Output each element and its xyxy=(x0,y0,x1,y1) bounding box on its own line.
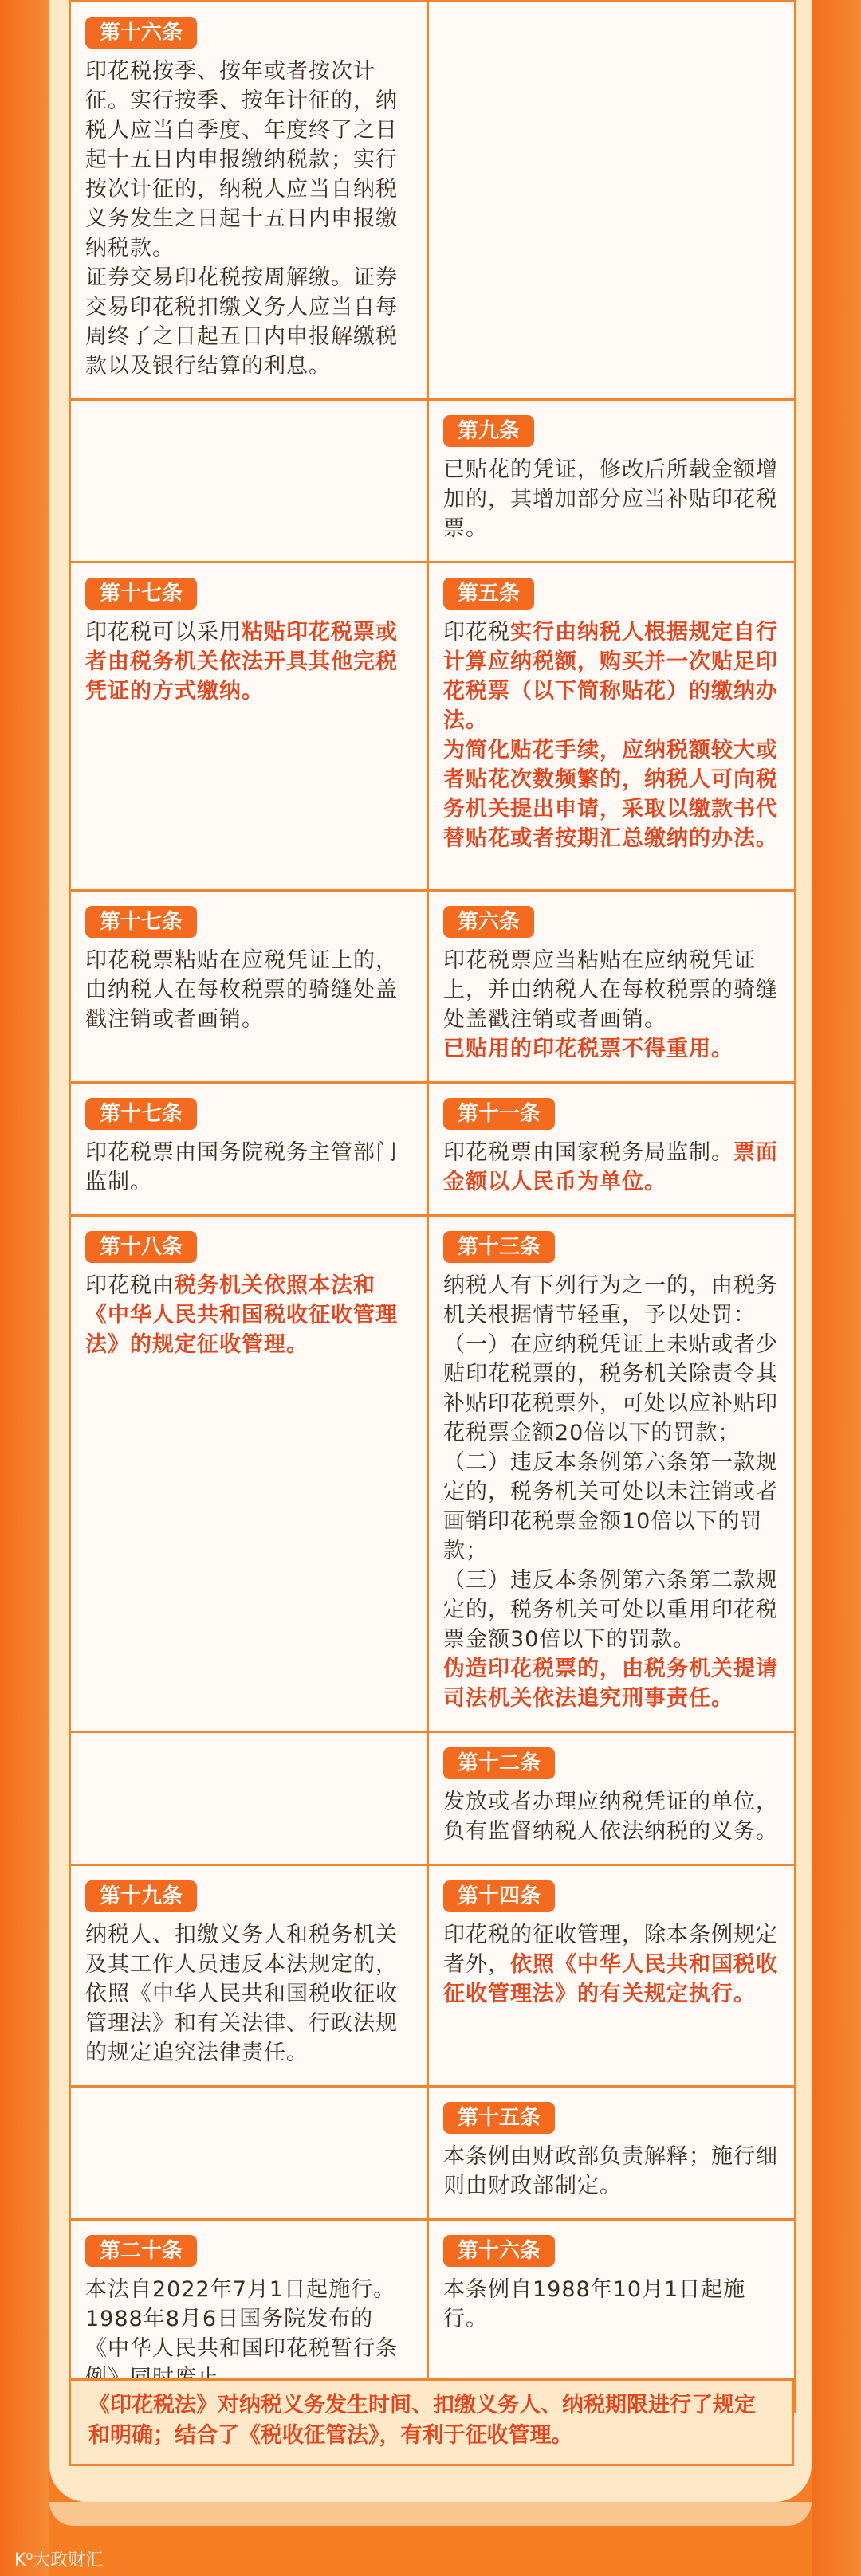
table-row xyxy=(70,1732,796,1865)
article-text xyxy=(443,2142,780,2201)
article-tag: 第六条 xyxy=(443,906,534,938)
article-tag: 第十二条 xyxy=(443,1747,555,1779)
article-tag: 第五条 xyxy=(443,578,534,610)
body-text: 纳税人有下列行为之一的，由税务机关根据情节轻重，予以处罚： （一）在应纳税凭证上未贴或者少贴印花税票的，税务机关除责令其补贴印花税票外，可处以应补贴印花税票金额20倍以下的罚款； （二）违反本条例第六条第一款规定的，税务机关可处以未注销或者画销印花税票金额10倍以下的罚款； （三）违反本条例第六条第二款规定的，税务机关可处以重用印花税票金额30倍以下的罚款。 xyxy=(443,1273,778,1652)
body-text: 已贴花的凭证，修改后所载金额增加的，其增加部分应当补贴印花税票。 xyxy=(443,457,778,541)
article-text xyxy=(443,946,780,1064)
body-text: 印花税的征收管理，除本条例规定者外， xyxy=(443,1923,778,1977)
article-tag: 第十三条 xyxy=(443,1231,555,1263)
body-text: 纳税人、扣缴义务人和税务机关及其工作人员违反本法规定的，依照《中华人民共和国税收征收管理法》和有关法律、行政法规的规定追究法律责任。 xyxy=(85,1923,398,2065)
body-text: 发放或者办理应纳税凭证的单位，负有监督纳税人依法纳税的义务。 xyxy=(443,1790,778,1844)
article-tag: 第十六条 xyxy=(443,2235,555,2267)
panel-bottom-lip xyxy=(49,2502,812,2526)
highlight-text: 票面金额以人民币为单位。 xyxy=(443,1140,778,1194)
comparison-table xyxy=(69,0,796,2413)
new-law-cell xyxy=(70,891,428,1083)
old-regulation-cell xyxy=(428,891,796,1083)
article-text xyxy=(443,618,780,853)
article-tag: 第十八条 xyxy=(85,1231,197,1263)
old-regulation-cell xyxy=(428,563,796,891)
article-text xyxy=(443,455,780,543)
new-law-cell xyxy=(70,1083,428,1216)
new-law-cell xyxy=(70,400,428,563)
article-text xyxy=(443,1787,780,1846)
highlight-text: 粘贴印花税票或者由税务机关依法开具其他完税凭证的方式缴纳。 xyxy=(85,620,398,704)
article-text xyxy=(85,1920,412,2068)
article-text xyxy=(85,1271,412,1359)
article-text xyxy=(85,946,412,1034)
new-law-cell xyxy=(70,563,428,891)
body-text: 印花税可以采用 xyxy=(85,620,242,645)
article-tag: 第九条 xyxy=(443,415,534,447)
article-text xyxy=(443,1138,780,1197)
article-text xyxy=(85,1138,412,1197)
table-row xyxy=(70,1083,796,1216)
article-text xyxy=(85,618,412,706)
body-text: 印花税票粘贴在应税凭证上的，由纳税人在每枚税票的骑缝处盖戳注销或者画销。 xyxy=(85,948,398,1032)
highlight-text: 实行由纳税人根据规定自行计算应纳税额，购买并一次贴足印花税票（以下简称贴花）的缴纳办法。 为简化贴花手续，应纳税额较大或者贴花次数频繁的，纳税人可向税务机关提出申请，采取以缴款书代替贴花或者按期汇总缴纳的办法。 xyxy=(443,620,778,851)
table-row xyxy=(70,563,796,891)
watermark: K⁰大政财汇 xyxy=(14,2551,104,2570)
old-regulation-cell xyxy=(428,1216,796,1732)
right-orange-border xyxy=(812,0,861,2576)
table-row xyxy=(70,2,796,400)
highlight-text: 税务机关依照本法和《中华人民共和国税收征收管理法》的规定征收管理。 xyxy=(85,1273,398,1357)
article-tag: 第十七条 xyxy=(85,1098,197,1130)
old-regulation-cell xyxy=(428,1732,796,1865)
new-law-cell xyxy=(70,1732,428,1865)
body-text: 本条例由财政部负责解释；施行细则由财政部制定。 xyxy=(443,2144,778,2198)
old-regulation-cell xyxy=(428,1083,796,1216)
old-regulation-cell xyxy=(428,2,796,400)
highlight-text: 已贴用的印花税票不得重用。 xyxy=(443,1037,733,1061)
article-tag: 第十七条 xyxy=(85,578,197,610)
article-tag: 第十九条 xyxy=(85,1880,197,1912)
article-text xyxy=(85,57,412,381)
summary-note: 《印花税法》对纳税义务发生时间、扣缴义务人、纳税期限进行了规定和明确；结合了《税收征管法》，有利于征收管理。 xyxy=(69,2378,794,2466)
table-row xyxy=(70,1865,796,2087)
body-text: 印花税按季、按年或者按次计征。实行按季、按年计征的，纳税人应当自季度、年度终了之日起十五日内申报缴纳税款；实行按次计征的，纳税人应当自纳税义务发生之日起十五日内申报缴纳税款。 证券交易印花税按周解缴。证券交易印花税扣缴义务人应当自每周终了之日起五日内申报解缴税款以及银行结算的利息。 xyxy=(85,59,398,378)
body-text: 印花税由 xyxy=(85,1273,175,1298)
article-text xyxy=(443,1920,780,2009)
old-regulation-cell xyxy=(428,2087,796,2220)
table-row xyxy=(70,2087,796,2220)
body-text: 印花税票由国务院税务主管部门监制。 xyxy=(85,1140,398,1194)
table-row xyxy=(70,400,796,563)
table-row xyxy=(70,1216,796,1732)
article-tag: 第十一条 xyxy=(443,1098,555,1130)
article-tag: 第十七条 xyxy=(85,906,197,938)
body-text: 印花税 xyxy=(443,620,510,645)
new-law-cell xyxy=(70,1865,428,2087)
new-law-cell xyxy=(70,2087,428,2220)
body-text: 本条例自1988年10月1日起施行。 xyxy=(443,2277,746,2331)
new-law-cell xyxy=(70,1216,428,1732)
table-row xyxy=(70,891,796,1083)
article-tag: 第十五条 xyxy=(443,2102,555,2134)
article-tag: 第十六条 xyxy=(85,17,197,49)
highlight-text: 伪造印花税票的，由税务机关提请司法机关依法追究刑事责任。 xyxy=(443,1657,778,1711)
highlight-text: 依照《中华人民共和国税收征收管理法》的有关规定执行。 xyxy=(443,1952,778,2006)
old-regulation-cell xyxy=(428,1865,796,2087)
body-text: 本法自2022年7月1日起施行。1988年8月6日国务院发布的《中华人民共和国印花税暂行条 xyxy=(85,2277,398,2361)
article-text xyxy=(443,1271,780,1713)
left-orange-border xyxy=(0,0,49,2576)
article-tag: 第十四条 xyxy=(443,1880,555,1912)
body-text: 印花税票由国家税务局监制。 xyxy=(443,1140,733,1165)
article-text xyxy=(85,2275,412,2393)
article-text xyxy=(443,2275,780,2334)
old-regulation-cell xyxy=(428,400,796,563)
article-tag: 第二十条 xyxy=(85,2235,197,2267)
new-law-cell xyxy=(70,2,428,400)
body-text: 印花税票应当粘贴在应纳税凭证上，并由纳税人在每枚税票的骑缝处盖戳注销或者画销。 xyxy=(443,948,778,1032)
